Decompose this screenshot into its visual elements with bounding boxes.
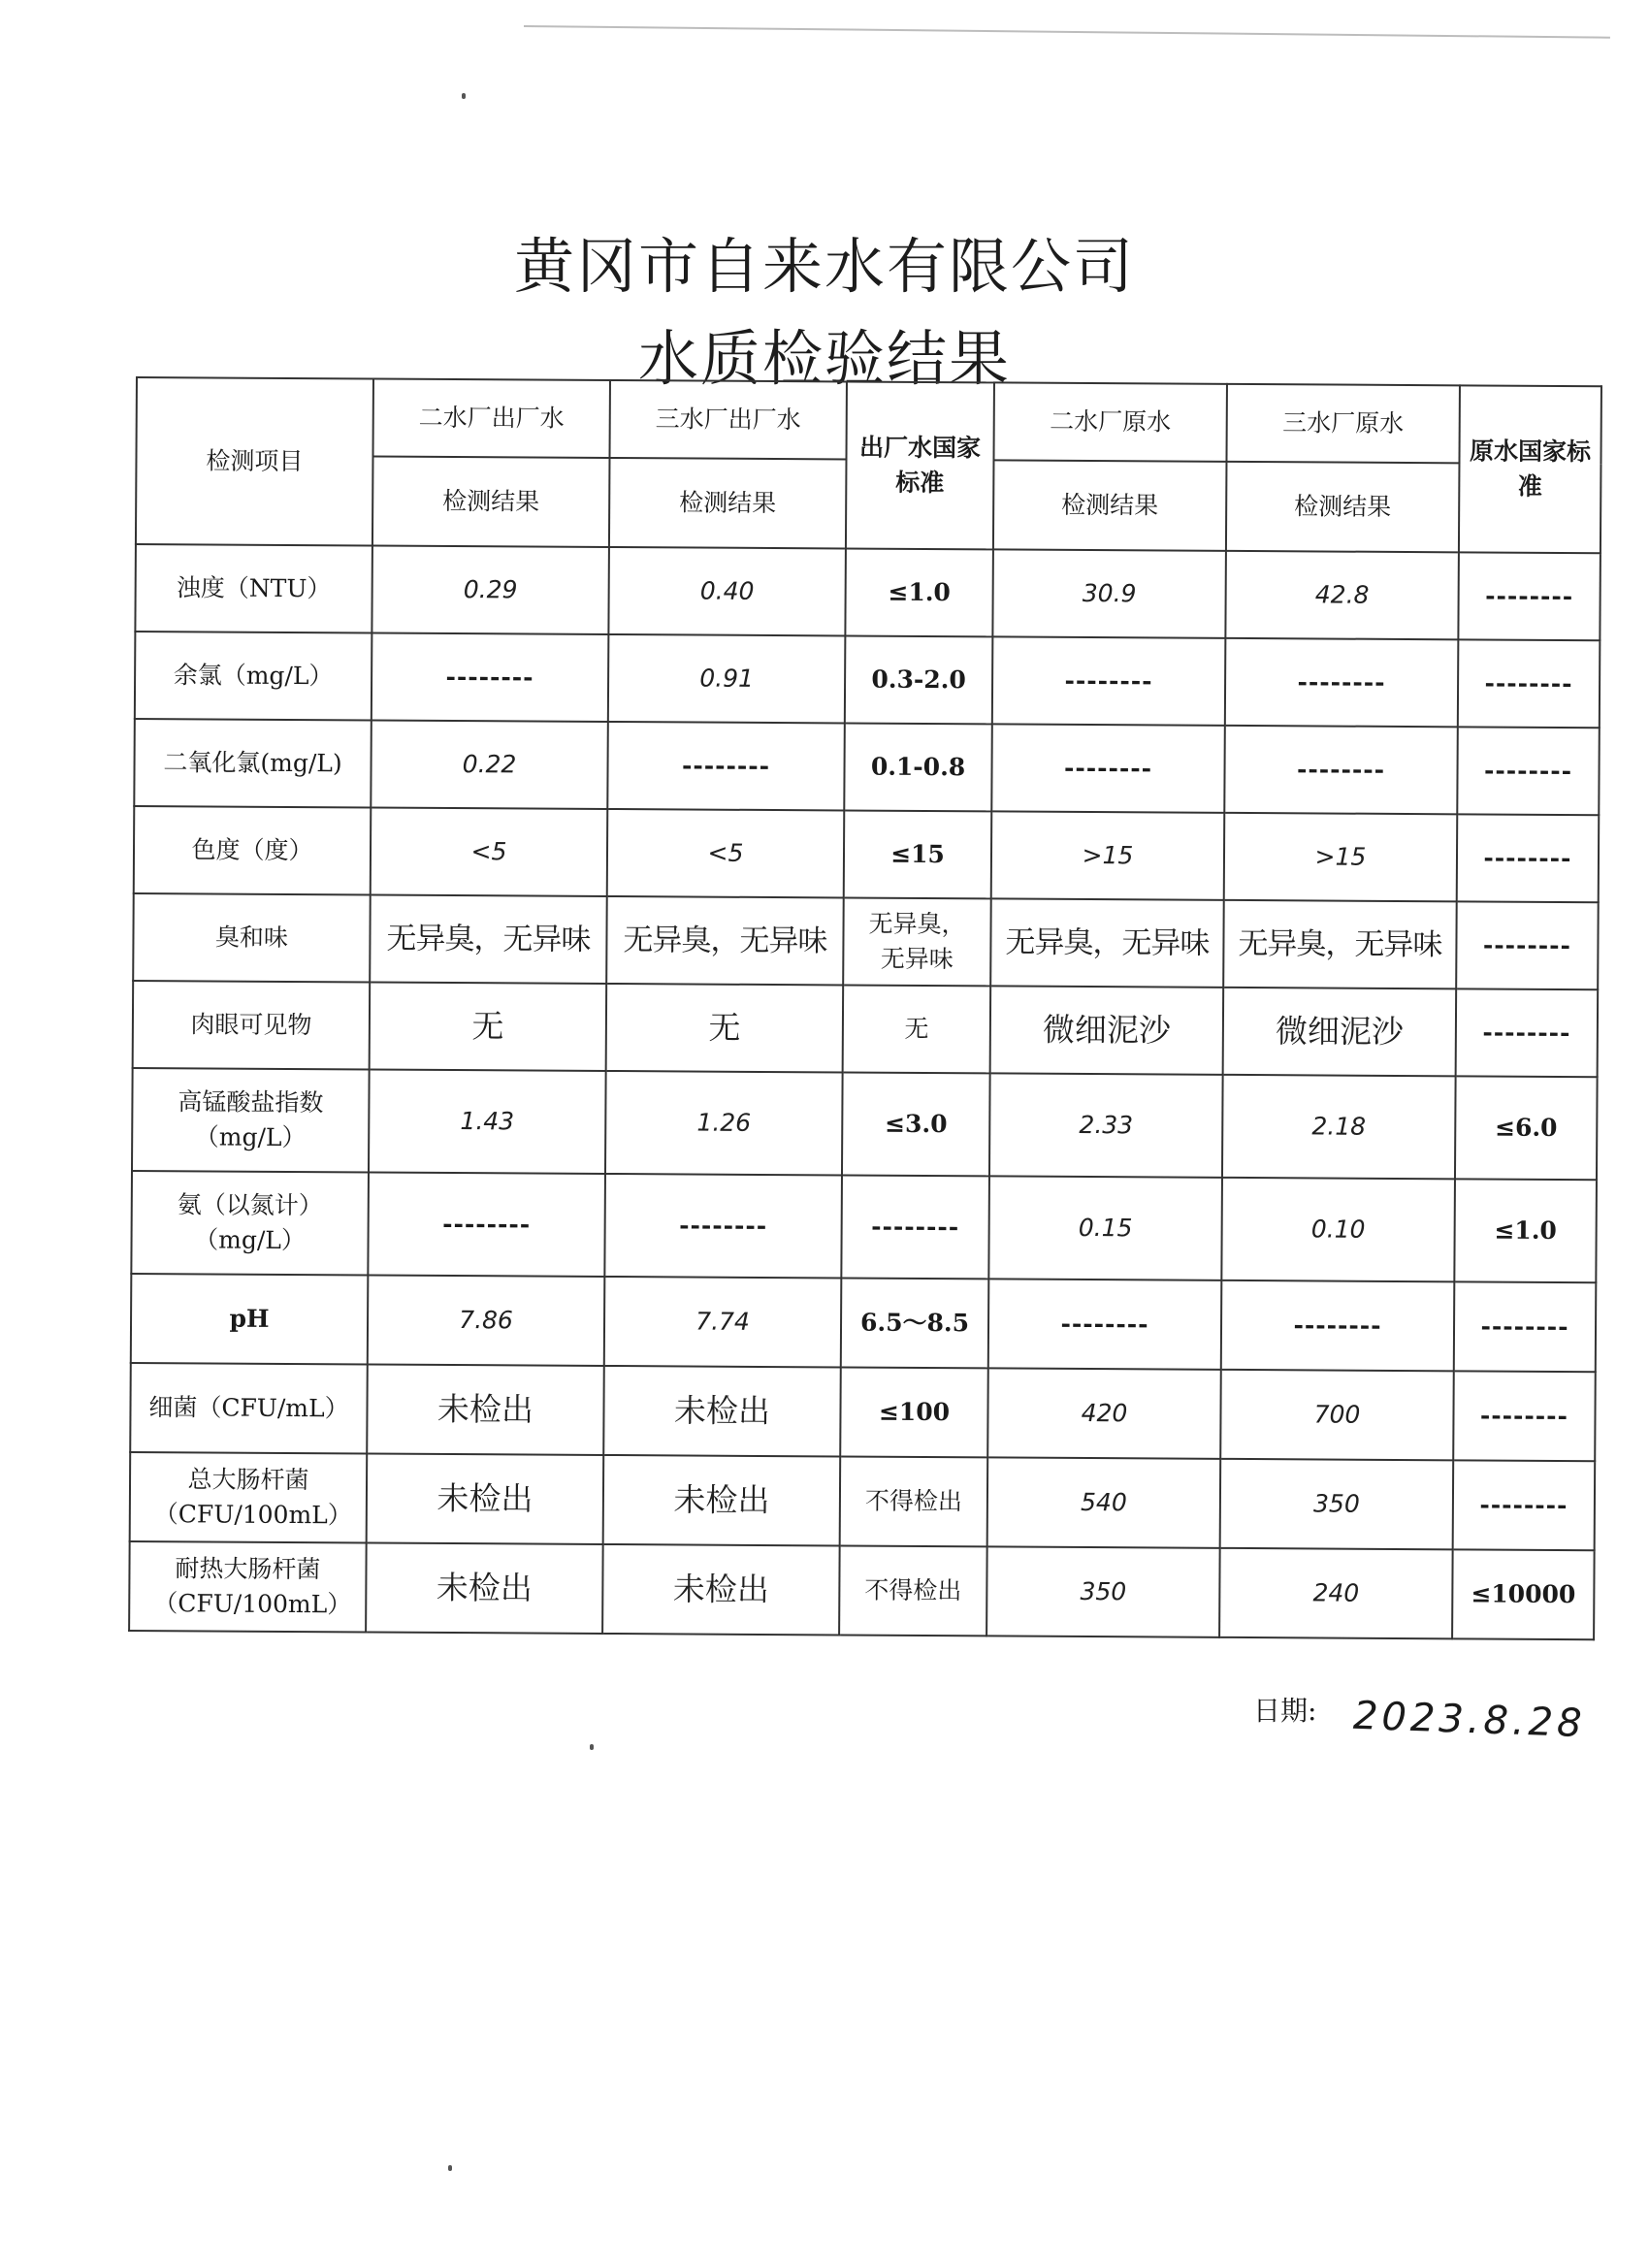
cell-p2-out: 未检出: [367, 1453, 604, 1543]
cell-p3-raw: --------: [1225, 638, 1459, 727]
cell-p2-raw: --------: [991, 724, 1225, 812]
cell-p2-raw: 420: [987, 1368, 1221, 1458]
cell-out-std: ≤1.0: [845, 548, 993, 636]
cell-p2-raw: >15: [991, 811, 1225, 899]
results-table: [128, 376, 1602, 1640]
cell-raw-std: --------: [1458, 552, 1600, 640]
table-row: [131, 1171, 1597, 1282]
scan-speck: [448, 2165, 452, 2171]
table-row: [130, 1452, 1596, 1550]
cell-raw-std: --------: [1454, 1281, 1597, 1372]
cell-p2-out: 未检出: [367, 1364, 604, 1454]
row-item: 余氯（mg/L）: [135, 632, 372, 720]
table-row: [134, 719, 1600, 815]
cell-p3-out: 1.26: [605, 1071, 843, 1175]
cell-raw-std: --------: [1456, 988, 1599, 1077]
header-result-label: 检测结果: [372, 456, 610, 546]
cell-out-std: 0.3-2.0: [845, 635, 993, 724]
row-item: 氨（以氮计）（mg/L）: [131, 1171, 369, 1275]
table-row: [131, 1274, 1597, 1372]
cell-p2-raw: 微细泥沙: [990, 986, 1224, 1074]
cell-p3-raw: 0.10: [1221, 1178, 1455, 1281]
cell-out-std: 无: [843, 985, 991, 1073]
cell-out-std: ≤3.0: [842, 1072, 990, 1176]
cell-p3-raw: 700: [1220, 1370, 1454, 1460]
results-sheet: [128, 376, 1600, 1640]
cell-p2-out: 7.86: [368, 1275, 605, 1365]
cell-p3-raw: --------: [1221, 1280, 1455, 1371]
date-value: 2023.8.28: [1352, 1693, 1587, 1747]
cell-out-std: 无异臭，无异味: [843, 897, 991, 986]
cell-p2-out: 1.43: [369, 1069, 606, 1173]
row-item: 二氧化氯(mg/L): [134, 719, 372, 807]
cell-raw-std: --------: [1457, 814, 1600, 902]
cell-p2-raw: 0.15: [988, 1176, 1222, 1280]
cell-out-std: 6.5～8.5: [841, 1278, 989, 1368]
cell-p2-out: 无异臭，无异味: [370, 894, 607, 983]
cell-p3-raw: 42.8: [1225, 551, 1459, 639]
company-title: 黄冈市自来水有限公司: [513, 231, 1135, 302]
header-plant3-raw: 三水厂原水: [1226, 384, 1459, 463]
row-item: 臭和味: [133, 893, 371, 982]
cell-p3-raw: >15: [1224, 813, 1458, 901]
cell-p2-raw: 350: [986, 1546, 1220, 1636]
header-plant2-raw: 二水厂原水: [993, 382, 1226, 461]
report-title: 水质检验结果: [637, 323, 1011, 394]
scan-edge-line: [524, 25, 1610, 39]
cell-p2-out: --------: [368, 1172, 605, 1276]
cell-p2-out: 0.22: [371, 720, 608, 808]
cell-p3-out: 0.91: [608, 634, 846, 723]
header-plant2-out: 二水厂出厂水: [373, 378, 610, 457]
cell-p3-out: <5: [607, 809, 845, 897]
cell-raw-std: ≤6.0: [1455, 1076, 1598, 1180]
cell-p3-out: 未检出: [603, 1455, 841, 1545]
row-item: 高锰酸盐指数（mg/L）: [132, 1068, 370, 1172]
cell-p3-out: 0.40: [608, 547, 846, 635]
table-row: [130, 1363, 1596, 1461]
table-row: [133, 981, 1599, 1077]
cell-p2-out: --------: [372, 632, 609, 721]
cell-out-std: 0.1-0.8: [844, 723, 992, 811]
cell-p2-raw: 2.33: [989, 1073, 1223, 1177]
cell-p2-out: 无: [370, 982, 607, 1070]
header-out-std: 出厂水国家标准: [846, 381, 994, 549]
cell-p2-out: 未检出: [366, 1542, 603, 1633]
cell-p3-out: --------: [607, 722, 845, 810]
cell-out-std: --------: [841, 1175, 989, 1279]
cell-p2-raw: --------: [992, 636, 1226, 725]
cell-raw-std: --------: [1458, 639, 1600, 728]
cell-p2-raw: 无异臭，无异味: [990, 898, 1224, 987]
cell-out-std: 不得检出: [840, 1456, 988, 1546]
table-row: [135, 544, 1600, 640]
cell-p3-raw: --------: [1224, 726, 1458, 814]
cell-p3-out: 无异臭，无异味: [606, 896, 844, 985]
cell-p3-out: 未检出: [603, 1366, 841, 1456]
cell-p2-raw: --------: [988, 1279, 1222, 1369]
table-row: [134, 806, 1600, 902]
cell-out-std: ≤15: [844, 810, 992, 898]
cell-raw-std: --------: [1456, 901, 1599, 989]
cell-out-std: ≤100: [840, 1367, 988, 1457]
cell-p3-raw: 240: [1219, 1548, 1453, 1638]
cell-p3-raw: 无异臭，无异味: [1223, 900, 1457, 988]
table-row: [133, 893, 1599, 989]
header-result-label: 检测结果: [609, 458, 847, 548]
row-item: 细菌（CFU/mL）: [130, 1363, 368, 1453]
date-label: 日期:: [1253, 1695, 1317, 1727]
row-item: pH: [131, 1274, 369, 1364]
cell-raw-std: --------: [1453, 1371, 1596, 1461]
cell-p2-out: <5: [371, 807, 608, 895]
header-result-label: 检测结果: [993, 460, 1227, 550]
row-item: 肉眼可见物: [133, 981, 371, 1069]
header-row: [137, 377, 1601, 464]
header-result-label: 检测结果: [1226, 462, 1460, 552]
scan-speck: [590, 1744, 594, 1750]
table-row: [129, 1541, 1595, 1639]
cell-p2-raw: 540: [987, 1457, 1221, 1547]
scan-speck: [462, 93, 466, 99]
header-raw-std: 原水国家标准: [1459, 385, 1601, 553]
row-item: 总大肠杆菌（CFU/100mL）: [130, 1452, 368, 1542]
cell-p2-out: 0.29: [372, 545, 609, 633]
cell-p3-out: --------: [604, 1174, 842, 1278]
cell-raw-std: ≤10000: [1452, 1549, 1595, 1639]
cell-p3-out: 7.74: [604, 1277, 842, 1367]
cell-p3-out: 未检出: [602, 1544, 840, 1635]
header-item: 检测项目: [136, 377, 373, 545]
cell-raw-std: --------: [1453, 1460, 1596, 1550]
table-row: [135, 632, 1600, 728]
cell-p3-out: 无: [606, 984, 844, 1072]
row-item: 耐热大肠杆菌（CFU/100mL）: [129, 1541, 367, 1632]
row-item: 色度（度）: [134, 806, 372, 894]
header-plant3-out: 三水厂出厂水: [609, 380, 846, 459]
cell-raw-std: ≤1.0: [1454, 1179, 1597, 1282]
cell-p2-raw: 30.9: [992, 549, 1226, 637]
cell-p3-raw: 350: [1220, 1459, 1454, 1549]
cell-p3-raw: 2.18: [1222, 1075, 1456, 1179]
cell-raw-std: --------: [1457, 727, 1600, 815]
cell-p3-raw: 微细泥沙: [1223, 988, 1457, 1076]
table-row: [132, 1068, 1598, 1180]
cell-out-std: 不得检出: [839, 1545, 987, 1636]
row-item: 浊度（NTU）: [135, 544, 372, 632]
